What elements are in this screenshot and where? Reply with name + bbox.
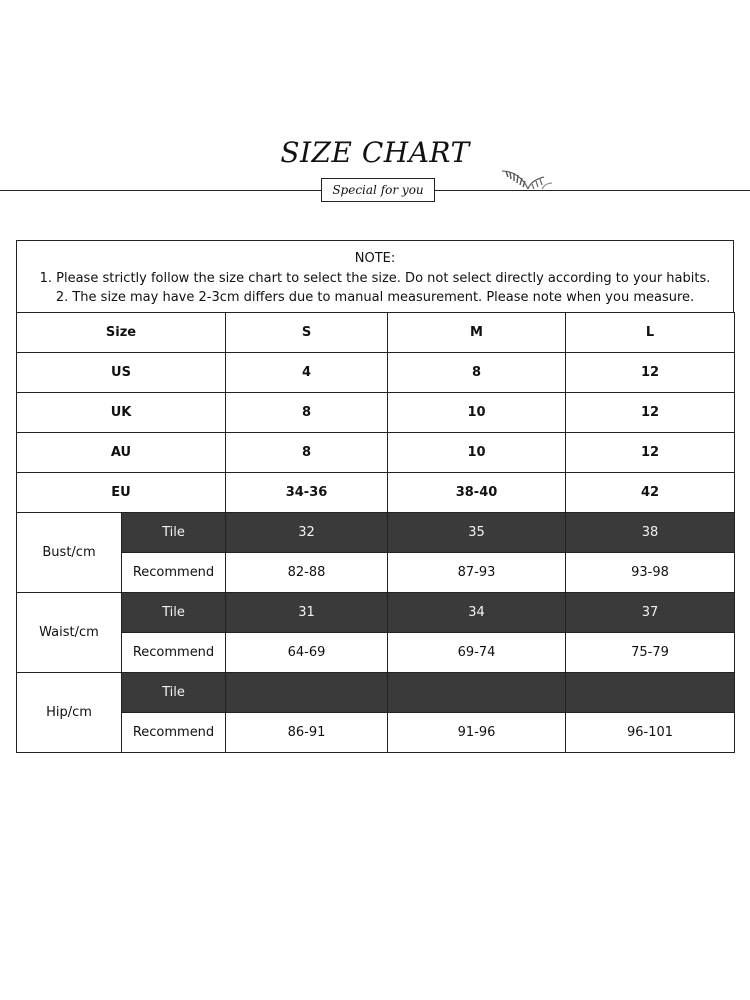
table-row [17, 633, 735, 673]
table-row [17, 353, 735, 393]
size-column-s: S [226, 313, 388, 353]
region-value: 8 [226, 393, 388, 433]
tile-label: Tile [122, 593, 226, 633]
table-row [17, 673, 735, 713]
table-row [17, 393, 735, 433]
size-table [16, 312, 735, 753]
table-row [17, 553, 735, 593]
page-title: SIZE CHART [280, 136, 470, 169]
recommend-value: 82-88 [226, 553, 388, 593]
recommend-value: 64-69 [226, 633, 388, 673]
tile-label: Tile [122, 513, 226, 553]
region-label: EU [17, 473, 226, 513]
size-column-l: L [566, 313, 735, 353]
region-value: 10 [388, 433, 566, 473]
tile-value: 37 [566, 593, 735, 633]
leaf-icon [498, 165, 554, 193]
region-label: UK [17, 393, 226, 433]
region-value: 4 [226, 353, 388, 393]
region-value: 10 [388, 393, 566, 433]
recommend-value: 69-74 [388, 633, 566, 673]
recommend-label: Recommend [122, 633, 226, 673]
size-column-m: M [388, 313, 566, 353]
table-row [17, 593, 735, 633]
region-value: 12 [566, 393, 735, 433]
note-heading: NOTE: [354, 251, 396, 266]
table-row [17, 713, 735, 753]
recommend-value: 91-96 [388, 713, 566, 753]
region-value: 38-40 [388, 473, 566, 513]
note-line-1: 1. Please strictly follow the size chart to select the size. Do not select directly according to your habits. [39, 270, 711, 286]
region-value: 8 [388, 353, 566, 393]
region-value: 42 [566, 473, 735, 513]
note-line-2: 2. The size may have 2-3cm differs due to manual measurement. Please note when you measure. [55, 290, 695, 305]
size-chart [16, 240, 734, 760]
note-box [16, 240, 734, 313]
size-header-label: Size [17, 313, 226, 353]
recommend-value: 93-98 [566, 553, 735, 593]
recommend-value: 86-91 [226, 713, 388, 753]
recommend-label: Recommend [122, 713, 226, 753]
tile-value: 38 [566, 513, 735, 553]
tile-value [566, 673, 735, 713]
tile-value [388, 673, 566, 713]
region-value: 34-36 [226, 473, 388, 513]
table-row [17, 313, 735, 353]
measurement-label-waist: Waist/cm [17, 593, 122, 673]
tile-value: 31 [226, 593, 388, 633]
region-value: 12 [566, 353, 735, 393]
table-row [17, 433, 735, 473]
table-row [17, 473, 735, 513]
tile-label: Tile [122, 673, 226, 713]
size-chart-header [0, 0, 750, 230]
region-label: AU [17, 433, 226, 473]
region-value: 8 [226, 433, 388, 473]
measurement-label-hip: Hip/cm [17, 673, 122, 753]
subtitle-badge: Special for you [321, 178, 435, 202]
measurement-label-bust: Bust/cm [17, 513, 122, 593]
table-row [17, 513, 735, 553]
region-label: US [17, 353, 226, 393]
tile-value: 35 [388, 513, 566, 553]
tile-value: 32 [226, 513, 388, 553]
recommend-value: 96-101 [566, 713, 735, 753]
recommend-value: 87-93 [388, 553, 566, 593]
region-value: 12 [566, 433, 735, 473]
tile-value [226, 673, 388, 713]
recommend-value: 75-79 [566, 633, 735, 673]
recommend-label: Recommend [122, 553, 226, 593]
tile-value: 34 [388, 593, 566, 633]
